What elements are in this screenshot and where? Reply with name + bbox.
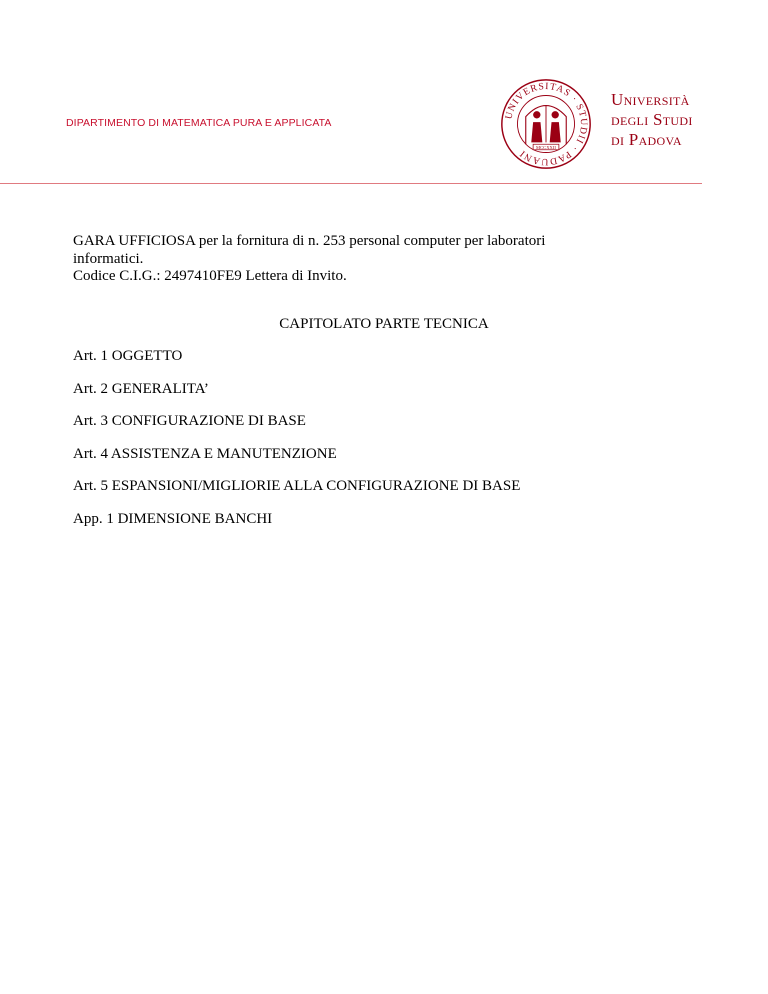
toc-item: Art. 3 CONFIGURAZIONE DI BASE bbox=[73, 413, 306, 429]
intro-line: informatici. bbox=[73, 250, 144, 267]
toc-item: Art. 5 ESPANSIONI/MIGLIORIE ALLA CONFIGURAZIONE DI BASE bbox=[73, 478, 521, 494]
seal-inscription: UNIVERSITAS · STUDII · PADUANI bbox=[503, 80, 590, 168]
table-of-contents bbox=[73, 348, 520, 543]
department-name: DIPARTIMENTO DI MATEMATICA PURA E APPLICATA bbox=[66, 117, 332, 129]
toc-item: Art. 4 ASSISTENZA E MANUTENZIONE bbox=[73, 445, 337, 462]
university-name bbox=[611, 90, 693, 150]
toc-item: Art. 2 GENERALITA’ bbox=[73, 380, 209, 397]
university-line: Università bbox=[611, 90, 690, 109]
document-heading: CAPITOLATO PARTE TECNICA bbox=[279, 316, 489, 332]
intro-line: Codice C.I.G.: 2497410FE9 Lettera di Invito. bbox=[73, 268, 347, 284]
university-line: degli Studi bbox=[611, 110, 693, 129]
seal-year: MCCXXII bbox=[536, 144, 556, 150]
university-line: di Padova bbox=[611, 130, 682, 149]
header-divider bbox=[0, 183, 702, 184]
university-seal-icon bbox=[500, 78, 592, 170]
intro-line: GARA UFFICIOSA per la fornitura di n. 253 personal computer per laboratori bbox=[73, 233, 546, 249]
toc-item: Art. 1 OGGETTO bbox=[73, 348, 183, 364]
toc-item: App. 1 DIMENSIONE BANCHI bbox=[73, 510, 273, 527]
intro-paragraph bbox=[73, 233, 593, 286]
